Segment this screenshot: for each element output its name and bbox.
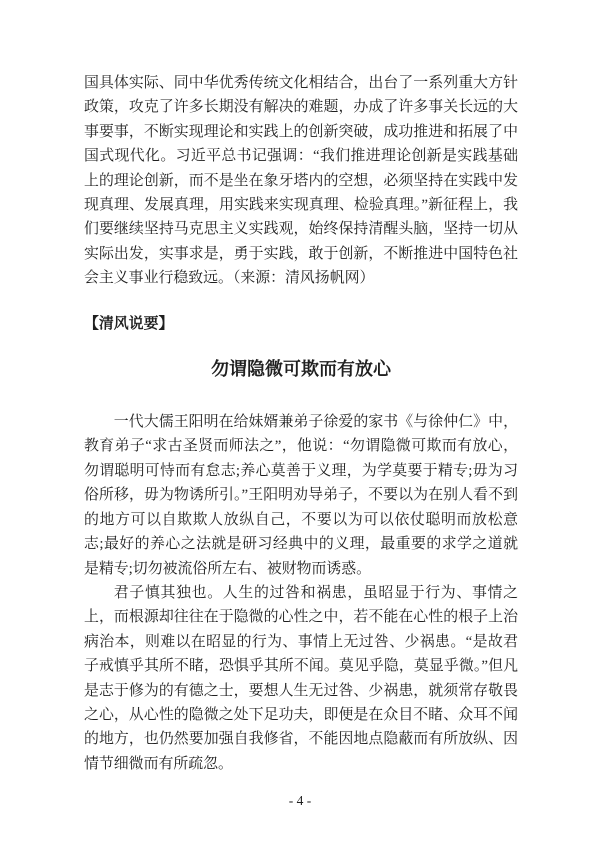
- article-paragraph-2: 君子慎其独也。人生的过咎和祸患，虽昭显于行为、事情之上，而根源却往往在于隐微的心性之中，若不能在心性的根子上治病治本，则难以在昭显的行为、事情上无过咎、少祸患。“是故君子戒慎乎其所不睹，恐惧乎其所不闻。莫见乎隐，莫显乎微。”但凡是志于修为的有德之士，要想人生无过咎、少祸患，就须常存敬畏之心，从心性的隐微之处下足功夫，即便是在众目不睹、众耳不闻的地方，也仍然要加强自我修省，不能因地点隐蔽而有所放纵、因情节细微而有所疏忽。: [84, 584, 518, 772]
- paragraph-continuation: 国具体实际、同中华优秀传统文化相结合，出台了一系列重大方针政策，攻克了许多长期没有解决的难题，办成了许多事关长远的大事要事，不断实现理论和实践上的创新突破，成功推进和拓展了中国式现代化。习近平总书记强调：“我们推进理论创新是实践基础上的理论创新，而不是坐在象牙塔内的空想，必须坚持在实践中发现真理、发展真理，用实践来实现真理、检验真理。”新征程上，我们要继续坚持马克思主义实践观，始终保持清醒头脑，坚持一切从实际出发，实事求是，勇于实践，敢于创新，不断推进中国特色社会主义事业行稳致远。（来源：清风扬帆网）: [84, 75, 518, 287]
- title-spacer: [84, 383, 518, 410]
- page-number: - 4 -: [288, 793, 312, 808]
- article-paragraph-1: 一代大儒王阳明在给妹婿兼弟子徐爱的家书《与徐仲仁》中，教育弟子“求古圣贤而师法之”，他说：“勿谓隐微可欺而有放心，勿谓聪明可恃而有怠志;养心莫善于义理，为学莫要于精专;毋为习俗所移，毋为物诱所引。”王阳明劝导弟子，不要以为在别人看不到的地方可以自欺欺人放纵自己，不要以为可以依仗聪明而放松意志;最好的养心之法就是研习经典中的义理，最重要的求学之道就是精专;切勿被流俗所左右、被财物而诱惑。: [84, 414, 518, 577]
- section-header: 【清风说要】: [84, 315, 174, 332]
- article-title: 勿谓隐微可欺而有放心: [211, 359, 391, 380]
